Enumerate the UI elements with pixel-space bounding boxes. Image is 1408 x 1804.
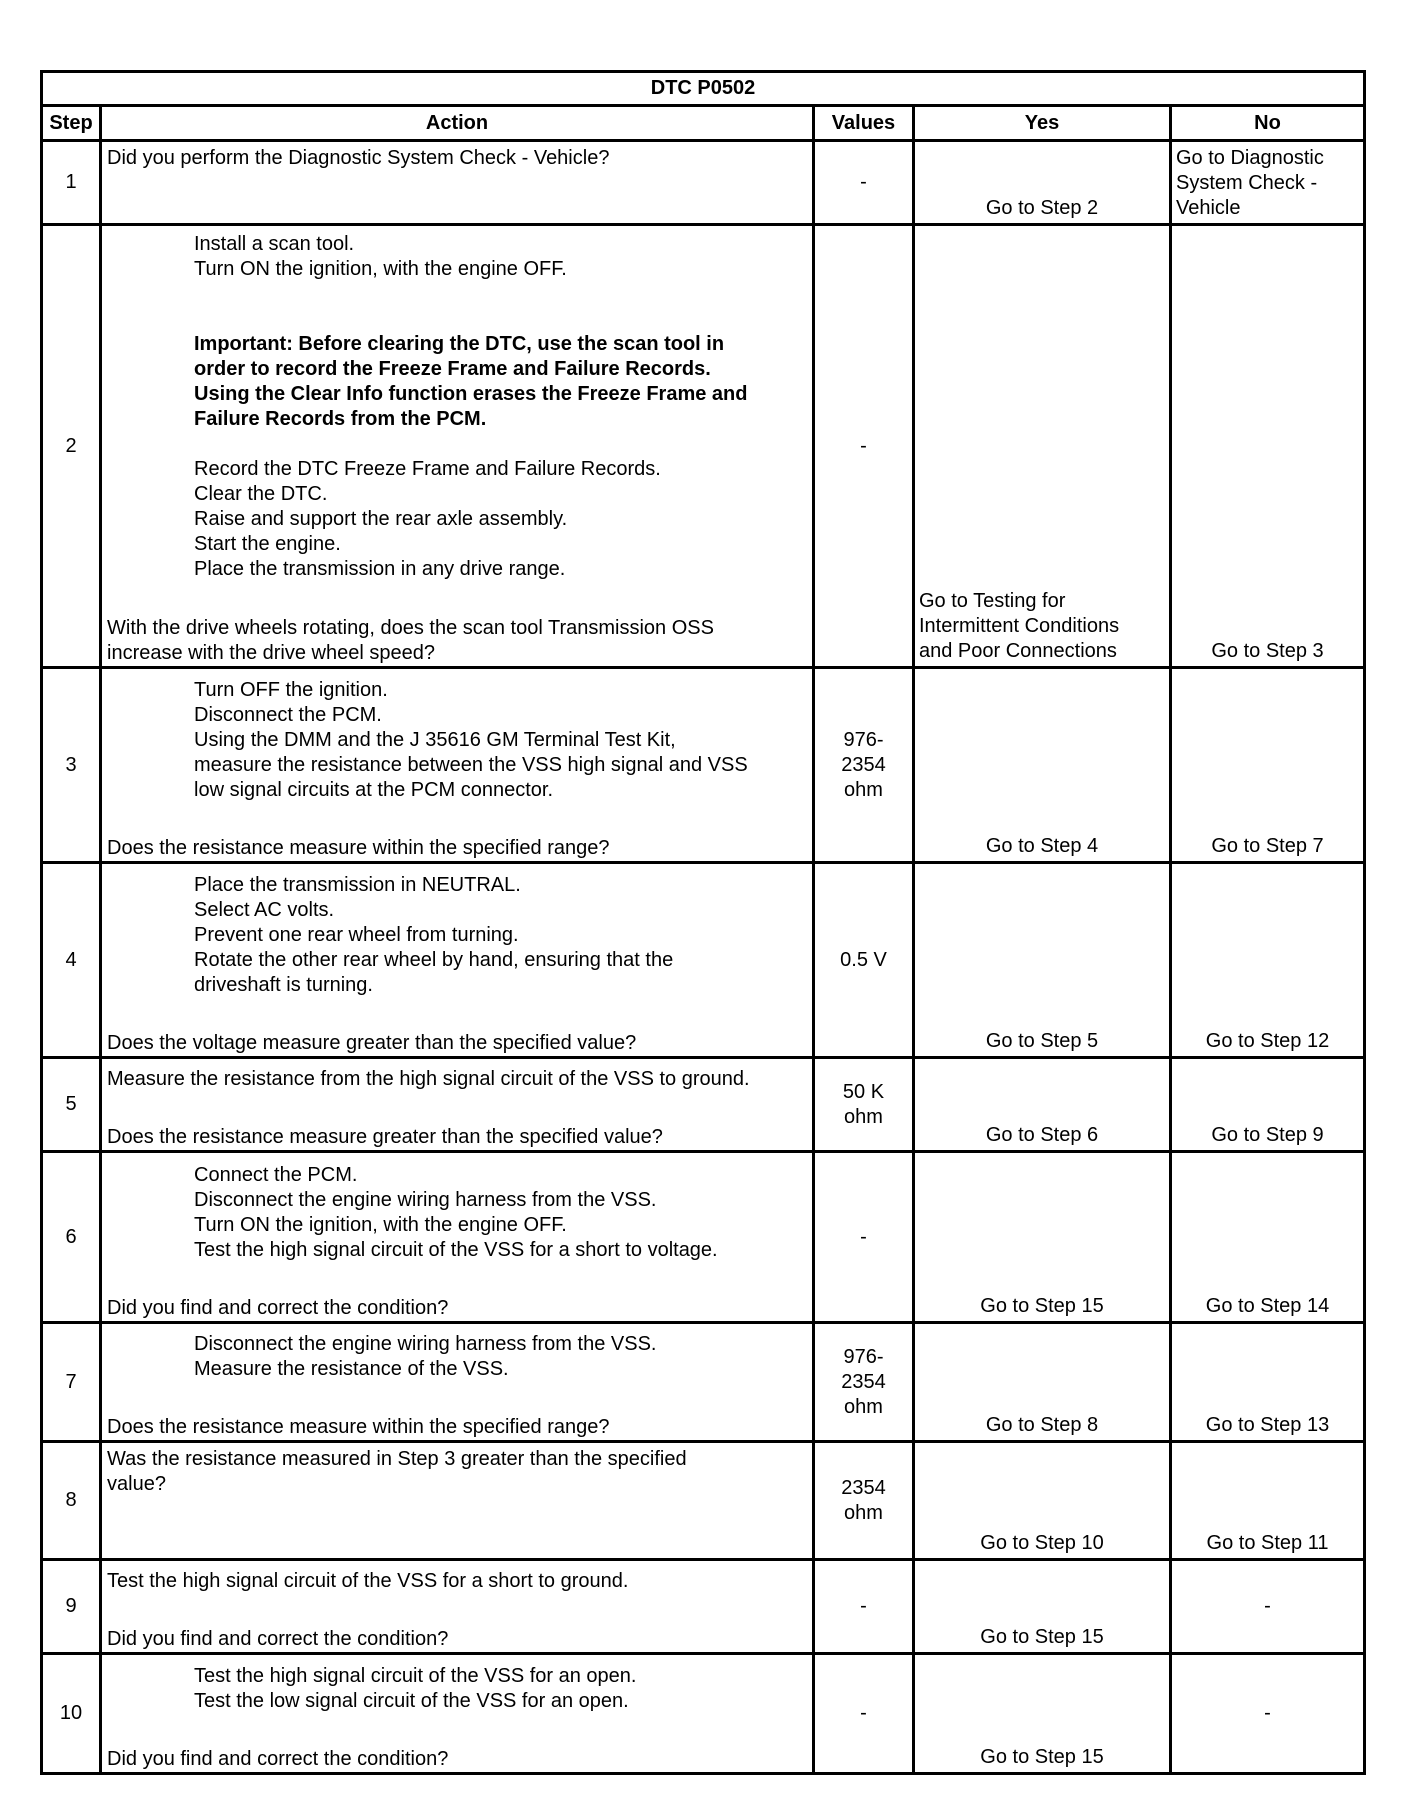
action-cell: Measure the resistance from the high signal circuit of the VSS to ground. Does the resistance measure greater than the specified value?	[101, 1058, 814, 1152]
table-row	[42, 863, 1365, 1058]
yes-cell: Go to Step 4	[914, 668, 1171, 863]
no-cell: -	[1171, 1560, 1365, 1654]
question-text: Did you find and correct the condition?	[107, 1748, 449, 1770]
dtc-table	[40, 70, 1366, 1775]
values-cell: 50 K ohm	[814, 1058, 914, 1152]
header-values: Values	[814, 106, 914, 141]
step-number: 9	[42, 1560, 101, 1654]
no-cell: Go to Step 7	[1171, 668, 1365, 863]
question-text: Did you find and correct the condition?	[107, 1628, 449, 1650]
yes-cell: Go to Step 8	[914, 1323, 1171, 1442]
yes-cell: Go to Step 15	[914, 1560, 1171, 1654]
action-cell: Place the transmission in NEUTRAL. Select AC volts. Prevent one rear wheel from turning. Rotate the other rear wheel by hand, ensuring that the driveshaft is turning. Does the voltage measure greater than the specified value?	[101, 863, 814, 1058]
question-text: With the drive wheels rotating, does the scan tool Transmission OSS	[107, 617, 714, 639]
step-number: 3	[42, 668, 101, 863]
no-cell: -	[1171, 1654, 1365, 1774]
table-row	[42, 1560, 1365, 1654]
values-cell: -	[814, 141, 914, 225]
table-row	[42, 1152, 1365, 1323]
step-number: 5	[42, 1058, 101, 1152]
table-row	[42, 1058, 1365, 1152]
header-action: Action	[101, 106, 814, 141]
table-row	[42, 1442, 1365, 1560]
header-step: Step	[42, 106, 101, 141]
values-cell: 976- 2354 ohm	[814, 668, 914, 863]
question-text: Was the resistance measured in Step 3 greater than the specified	[107, 1448, 687, 1470]
values-cell: -	[814, 1654, 914, 1774]
table-row	[42, 1323, 1365, 1442]
yes-cell: Go to Testing for Intermittent Conditions and Poor Connections	[914, 225, 1171, 668]
step-number: 1	[42, 141, 101, 225]
action-cell: Disconnect the engine wiring harness from the VSS. Measure the resistance of the VSS. Does the resistance measure within the specified range?	[101, 1323, 814, 1442]
table-row	[42, 141, 1365, 225]
values-cell: 976- 2354 ohm	[814, 1323, 914, 1442]
action-cell	[101, 141, 814, 225]
important-note: Important: Before clearing the DTC, use the scan tool in order to record the Freeze Frame and Failure Records. Using the Clear Info function erases the Freeze Frame and Failure Records from the PCM.	[194, 333, 748, 430]
step-number: 6	[42, 1152, 101, 1323]
action-cell: Was the resistance measured in Step 3 greater than the specified value?	[101, 1442, 814, 1560]
no-cell: Go to Step 3	[1171, 225, 1365, 668]
step-number: 8	[42, 1442, 101, 1560]
diagnostic-table-sheet	[40, 70, 1363, 1775]
question-text: Did you find and correct the condition?	[107, 1297, 449, 1319]
action-cell: Test the high signal circuit of the VSS for an open. Test the low signal circuit of the VSS for an open. Did you find and correct the condition?	[101, 1654, 814, 1774]
values-cell: 2354 ohm	[814, 1442, 914, 1560]
yes-cell: Go to Step 15	[914, 1152, 1171, 1323]
step-number: 10	[42, 1654, 101, 1774]
question-text: Did you perform the Diagnostic System Check - Vehicle?	[107, 147, 610, 169]
no-cell: Go to Diagnostic System Check - Vehicle	[1171, 141, 1365, 225]
table-row	[42, 1654, 1365, 1774]
no-cell: Go to Step 14	[1171, 1152, 1365, 1323]
yes-cell: Go to Step 5	[914, 863, 1171, 1058]
values-cell: -	[814, 1560, 914, 1654]
yes-cell: Go to Step 2	[914, 141, 1171, 225]
question-text: Does the voltage measure greater than the specified value?	[107, 1032, 637, 1054]
yes-cell: Go to Step 15	[914, 1654, 1171, 1774]
question-text: Does the resistance measure greater than the specified value?	[107, 1126, 663, 1148]
values-cell: 0.5 V	[814, 863, 914, 1058]
table-row	[42, 225, 1365, 668]
table-row	[42, 668, 1365, 863]
table-title: DTC P0502	[42, 72, 1365, 106]
yes-cell: Go to Step 6	[914, 1058, 1171, 1152]
action-cell: Turn OFF the ignition. Disconnect the PCM. Using the DMM and the J 35616 GM Terminal Test Kit, measure the resistance between the VSS high signal and VSS low signal circuits at the PCM connector. Does the resistance measure within the specified range?	[101, 668, 814, 863]
yes-cell: Go to Step 10	[914, 1442, 1171, 1560]
step-number: 4	[42, 863, 101, 1058]
action-cell: Connect the PCM. Disconnect the engine wiring harness from the VSS. Turn ON the ignition, with the engine OFF. Test the high signal circuit of the VSS for a short to voltage. Did you find and correct the condition?	[101, 1152, 814, 1323]
header-row	[42, 106, 1365, 141]
title-row	[42, 72, 1365, 106]
action-cell: Test the high signal circuit of the VSS for a short to ground. Did you find and correct the condition?	[101, 1560, 814, 1654]
header-yes: Yes	[914, 106, 1171, 141]
step-number: 7	[42, 1323, 101, 1442]
header-no: No	[1171, 106, 1365, 141]
values-cell: -	[814, 1152, 914, 1323]
step-number: 2	[42, 225, 101, 668]
values-cell: -	[814, 225, 914, 668]
question-text: Does the resistance measure within the specified range?	[107, 1416, 610, 1438]
no-cell: Go to Step 13	[1171, 1323, 1365, 1442]
question-text: Does the resistance measure within the specified range?	[107, 837, 610, 859]
no-cell: Go to Step 9	[1171, 1058, 1365, 1152]
action-cell: Install a scan tool. Turn ON the ignition, with the engine OFF. Important: Before clearing the DTC, use the scan tool in order to record the Freeze Frame and Failure Records. Using the Clear Info function erases the Freeze Frame and Failure Records from the PCM. Record the DTC Freeze Frame and Failure Records. Clear the DTC. Raise and support the rear axle assembly. Start the engine. Place the transmission in any drive range. With the drive wheels rotating, does the scan tool Transmission OSS increase with the drive wheel speed?	[101, 225, 814, 668]
no-cell: Go to Step 11	[1171, 1442, 1365, 1560]
no-cell: Go to Step 12	[1171, 863, 1365, 1058]
